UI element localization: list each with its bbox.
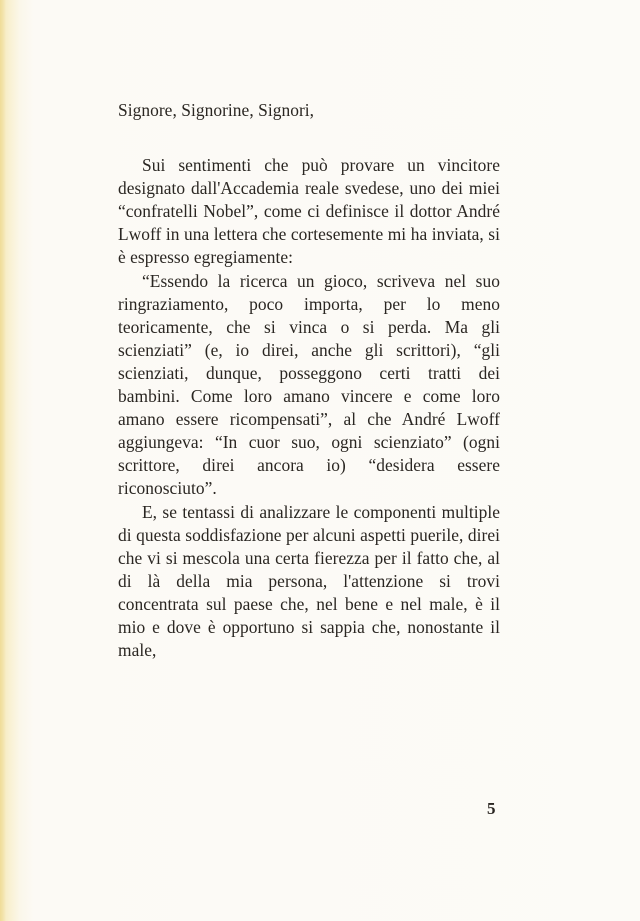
paragraph-2: “Essendo la ricerca un gioco, scriveva nel suo ringraziamento, poco importa, per lo meno teoricamente, che si vinca o si perda. Ma gli scienziati” (e, io direi, anche gli scrittori), “gli scienziati, dunque, posseggono certi tratti dei bambini. Come loro amano vincere e come loro amano essere ricompensati”, al che André Lwoff aggiungeva: “In cuor suo, ogni scienziato” (ogni scrittore, direi ancora io) “desidera essere riconosciuto”. <box>118 270 500 499</box>
page-number: 5 <box>487 799 496 818</box>
salutation: Signore, Signorine, Signori, <box>118 100 315 120</box>
paragraph-3: E, se tentassi di analizzare le componenti multiple di questa soddisfazione per alcuni aspetti puerile, direi che vi si mescola una certa fierezza per il fatto che, al di là della mia persona, l'attenzione si trovi concentrata sul paese che, nel bene e nel male, è il mio e dove è opportuno si sappia che, nonostante il male, <box>118 501 500 661</box>
page-gutter-shadow <box>0 0 6 921</box>
paragraph-1: Sui sentimenti che può provare un vincitore designato dall'Accademia reale svedese, uno dei miei “confratelli Nobel”, come ci definisce il dottor André Lwoff in una lettera che cortesemente mi ha inviata, si è espresso egregiamente: <box>118 155 500 268</box>
body-text <box>118 99 500 662</box>
